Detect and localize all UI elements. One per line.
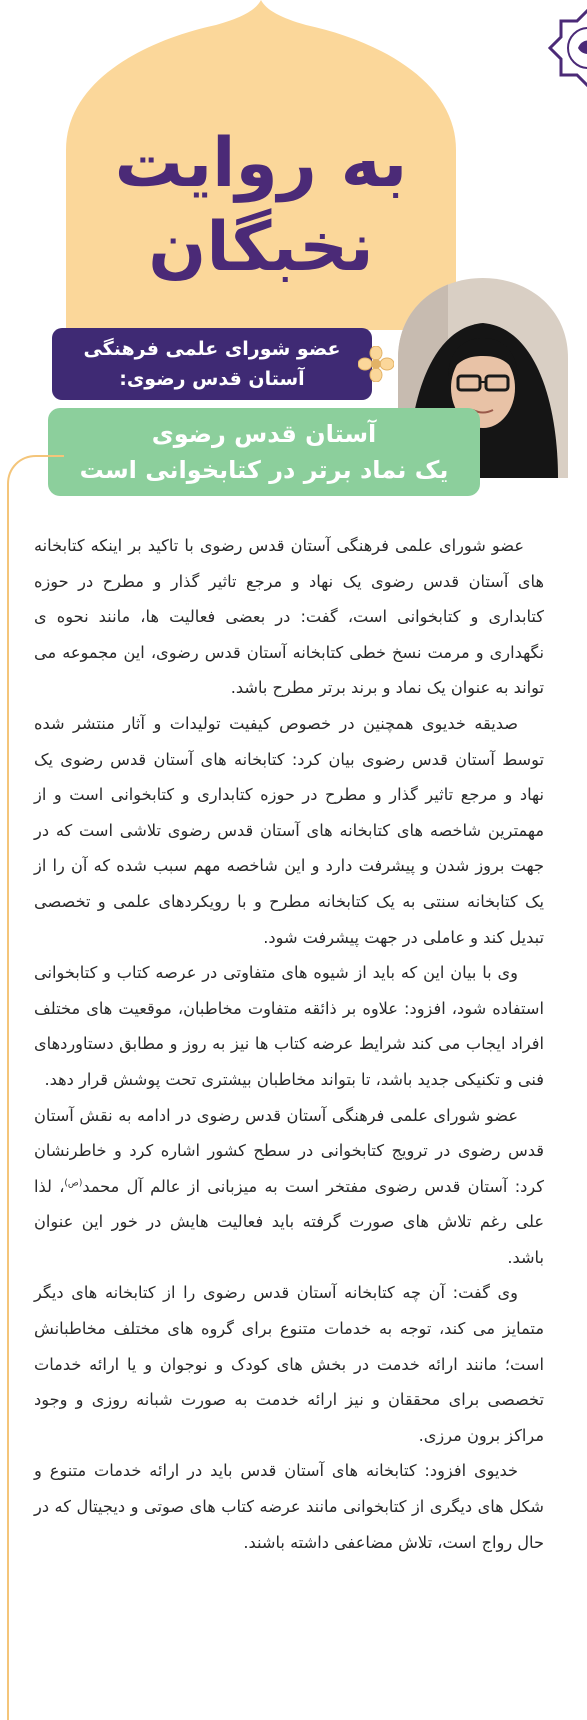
seal-logo-icon [548, 8, 587, 88]
headline-line-1: آستان قدس رضوی [151, 420, 377, 448]
article-paragraph [34, 1098, 544, 1276]
page-title-line-2: نخبگان [148, 208, 374, 287]
headline-banner [48, 408, 480, 496]
article-text: عضو شورای علمی فرهنگی آستان قدس رضوی در ادامه به نقش آستان قدس رضوی در ترویج کتابخوانی در سطح کشور اشاره کرد و خاطرنشان کرد: آستان قدس رضوی مفتخر است به میزبانی از عالم آل محمد [34, 1105, 544, 1196]
speaker-role-line-2: آستان قدس رضوی: [119, 368, 305, 390]
page-title-line-1: به روایت [114, 124, 408, 203]
article-paragraph: صدیقه خدیوی همچنین در خصوص کیفیت تولیدات و آثار منتشر شده توسط آستان قدس رضوی بیان کرد: کتابخانه های آستان قدس رضوی یک نهاد و مرجع تاثیر گذار و مطرح در حوزه کتابداری و کتابخوانی است و از مهمترین شاخصه های کتابخانه های آستان قدس رضوی تلاشی است که در جهت بروز شدن و پیشرفت دارد و این شاخصه مهم سبب شده که آن را از یک کتابخانه سنتی به یک کتابخانه مطرح و با رویکردهای علمی و تخصصی تبدیل کند و عاملی در جهت پیشرفت شود. [34, 713, 544, 947]
speaker-role-banner [52, 328, 372, 400]
article-body [34, 528, 544, 1560]
article-paragraph: وی گفت: آن چه کتابخانه آستان قدس رضوی را از کتابخانه های دیگر متمایز می کند، توجه به خدمات متنوع برای گروه های مختلف مخاطبانش است؛ مانند ارائه خدمت در بخش های کودک و نوجوان و یا ارائه خدمات تخصصی برای محققان و نیز ارائه خدمت به صورت شبانه روزی و وجود مراکز برون مرزی. [34, 1283, 544, 1445]
speaker-role-line-1: عضو شورای علمی فرهنگی [83, 338, 341, 360]
article-paragraph: خدیوی افزود: کتابخانه های آستان قدس باید در ارائه خدمات متنوع و شکل های دیگری از کتابخوانی مانند عرضه کتاب های صوتی و دیجیتال که در حال رواج است، تلاش مضاعفی داشته باشند. [34, 1461, 544, 1552]
article-paragraph: وی با بیان این که باید از شیوه های متفاوتی در عرصه کتاب و کتابخوانی استفاده شود، افزود: علاوه بر ذائقه متفاوت مخاطبان، موقعیت های مختلف افراد ایجاب می کند شرایط عرضه کتاب ها نیز به روز و مطابق دستاوردهای فنی و تکنیکی جدید باشد، تا بتواند مخاطبان بیشتری تحت پوشش قرار دهد. [34, 963, 544, 1089]
flower-ornament-icon [358, 346, 394, 382]
headline-line-2: یک نماد برتر در کتابخوانی است [79, 456, 449, 484]
honorific-superscript: (ص) [64, 1178, 83, 1189]
article-paragraph: عضو شورای علمی فرهنگی آستان قدس رضوی با تاکید بر اینکه کتابخانه های آستان قدس رضوی یک نهاد و مرجع تاثیر گذار و مطرح در حوزه کتابداری و کتابخوانی است، گفت: در بعضی فعالیت ها، مانند نحوه ی نگهداری و مرمت نسخ خطی کتابخانه آستان قدس رضوی، این مجموعه می تواند به عنوان یک نماد و برند برتر مطرح باشد. [34, 536, 544, 698]
article-text: ، لذا علی رغم تلاش های صورت گرفته باید فعالیت هایش در خور این عنوان باشد. [34, 1176, 544, 1267]
